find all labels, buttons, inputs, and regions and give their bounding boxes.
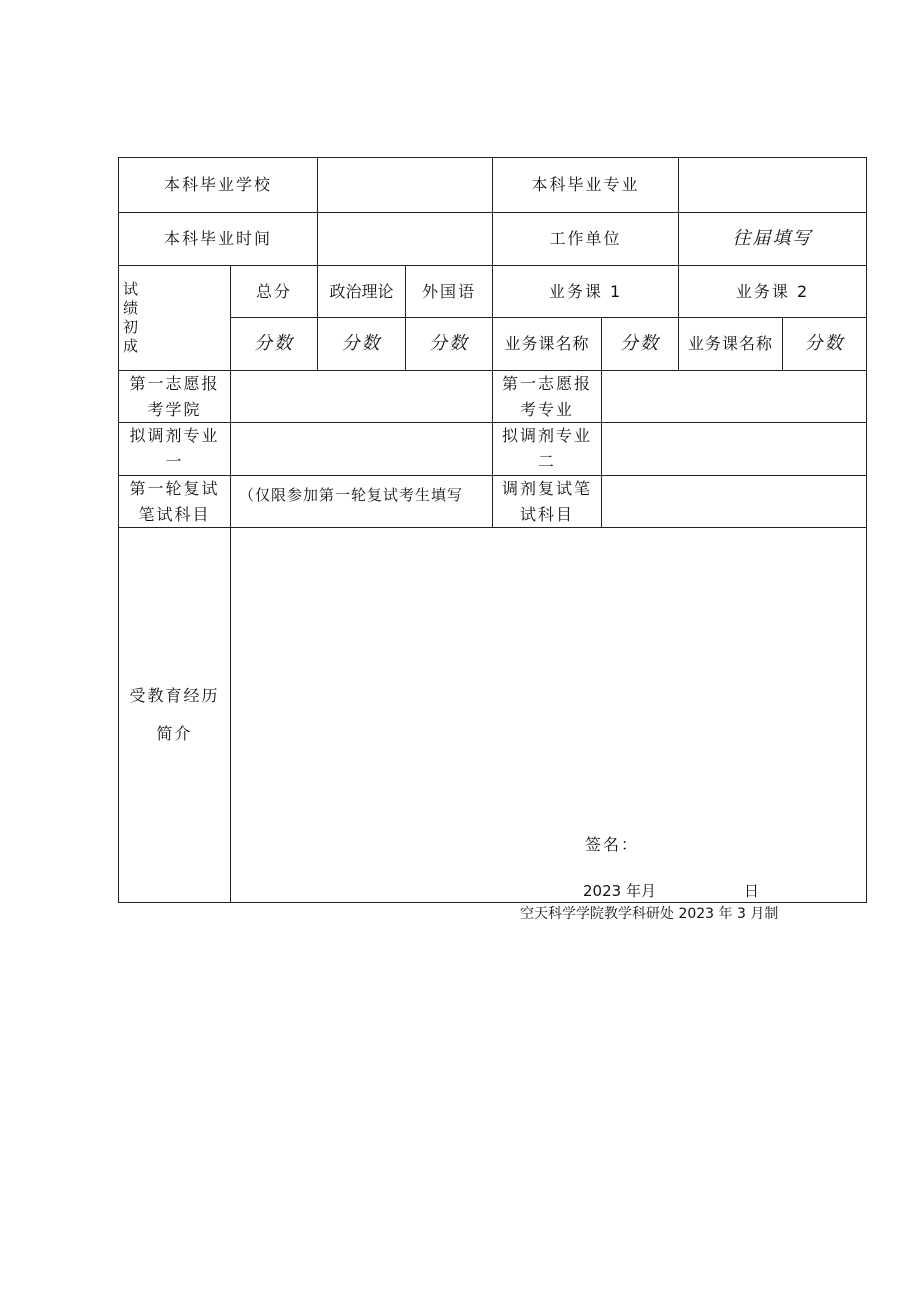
score-side-label [119, 266, 231, 371]
school-value[interactable] [318, 158, 493, 213]
politics-header: 政治理论 [318, 266, 406, 318]
course1-header: 业务课 1 [493, 266, 679, 318]
score-side-char-3: 初 [123, 318, 139, 336]
first-major-value[interactable] [602, 371, 866, 423]
first-college-value[interactable] [231, 371, 493, 423]
score-side-char-1: 试 [123, 280, 139, 298]
major-label: 本科毕业专业 [493, 158, 679, 213]
total-score[interactable]: 分数 [231, 318, 318, 371]
course2-header: 业务课 2 [679, 266, 866, 318]
first-major-label-line2: 考专业 [519, 399, 574, 419]
course2-name[interactable]: 业务课名称 [679, 318, 783, 371]
first-major-label-line1: 第一志愿报 [501, 373, 592, 393]
adjust1-label-line2: 一 [165, 452, 184, 471]
score-side-char-4: 成 [123, 337, 139, 355]
major-value[interactable] [679, 158, 866, 213]
adjust2-label-line2: 二 [537, 452, 556, 471]
adjust1-value[interactable] [231, 423, 493, 476]
adjust-retest-label [493, 476, 602, 528]
adjust2-label [493, 423, 602, 476]
adjust-retest-value[interactable] [602, 476, 866, 528]
form-footer: 空天科学学院教学科研处 2023 年 3 月制 [520, 906, 779, 922]
first-college-label-line1: 第一志愿报 [129, 373, 220, 393]
retest-label-line1: 第一轮复试 [129, 478, 220, 498]
adjust1-label [119, 423, 231, 476]
adjust-retest-label-line2: 试科目 [519, 504, 574, 524]
foreign-header: 外国语 [406, 266, 493, 318]
course2-score[interactable]: 分数 [783, 318, 866, 371]
retest-note[interactable]: （仅限参加第一轮复试考生填写 [231, 476, 493, 528]
school-label: 本科毕业学校 [119, 158, 318, 213]
retest-label-line2: 笔试科目 [138, 504, 211, 524]
adjust2-value[interactable] [602, 423, 866, 476]
education-label-line2: 简介 [156, 724, 193, 743]
total-header: 总分 [231, 266, 318, 318]
foreign-score[interactable]: 分数 [406, 318, 493, 371]
signature-date-year[interactable]: 2023 年月 [583, 882, 656, 900]
first-college-label [119, 371, 231, 423]
time-value[interactable] [318, 213, 493, 266]
first-major-label [493, 371, 602, 423]
signature-date-day[interactable]: 日 [744, 882, 760, 900]
adjust1-label-line1: 拟调剂专业 [129, 426, 220, 445]
course1-score[interactable]: 分数 [602, 318, 679, 371]
course1-name[interactable]: 业务课名称 [493, 318, 602, 371]
education-content[interactable] [231, 528, 866, 902]
education-label [119, 528, 231, 902]
work-label: 工作单位 [493, 213, 679, 266]
retest-label [119, 476, 231, 528]
score-side-char-2: 绩 [123, 299, 139, 317]
time-label: 本科毕业时间 [119, 213, 318, 266]
politics-score[interactable]: 分数 [318, 318, 406, 371]
education-label-line1: 受教育经历 [129, 686, 220, 705]
signature-label: 签名： [585, 835, 640, 854]
work-value[interactable]: 往届填写 [679, 213, 866, 266]
first-college-label-line2: 考学院 [147, 399, 202, 419]
application-form [118, 157, 867, 903]
adjust2-label-line1: 拟调剂专业 [501, 426, 592, 445]
adjust-retest-label-line1: 调剂复试笔 [501, 478, 592, 498]
